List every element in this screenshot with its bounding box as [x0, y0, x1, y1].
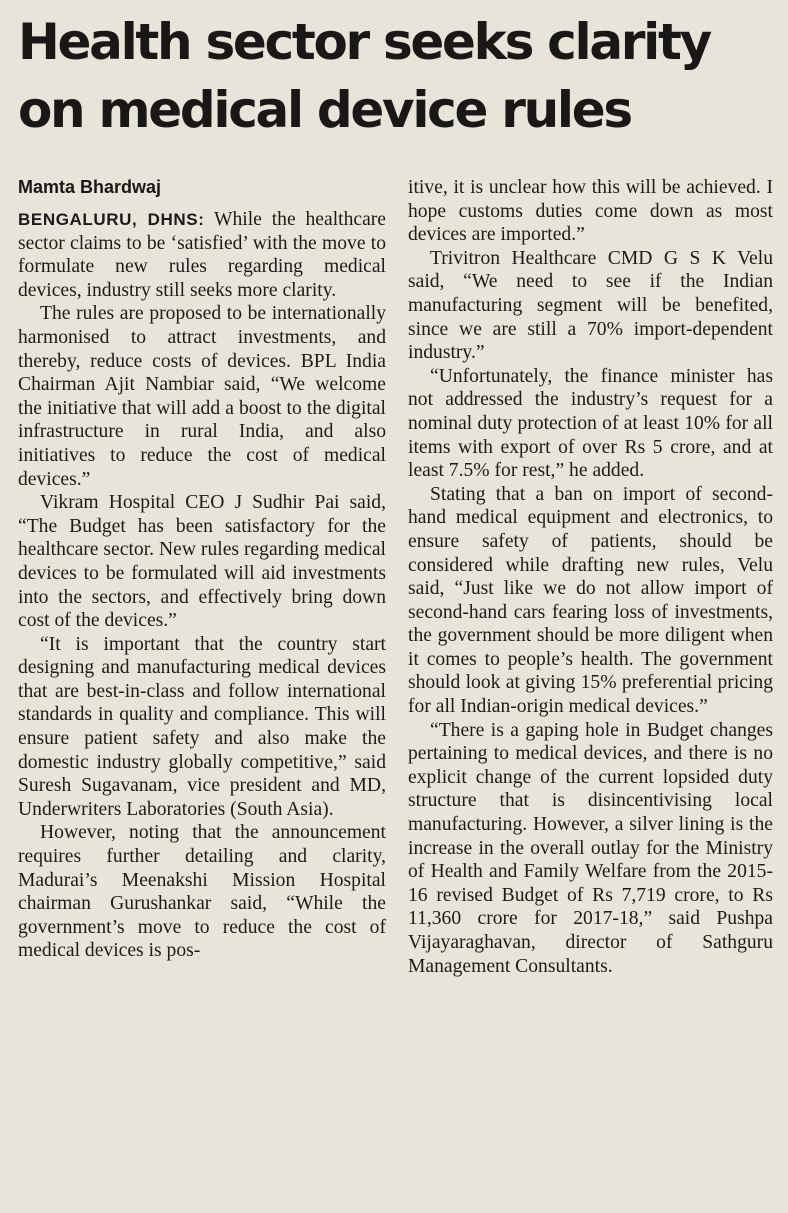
dateline: BENGALURU, DHNS: — [18, 210, 205, 229]
paragraph: Trivitron Healthcare CMD G S K Velu said, “We need to see if the Indian manufacturing segment will be benefited, since we are still a 70% import-dependent industry.” — [408, 247, 773, 364]
paragraph: Stating that a ban on import of second-hand medical equipment and electronics, to ensure safety of patients, should be considered while drafting new rules, Velu said, “Just like we do not allow import of second-hand cars fearing loss of investments, the government should be more diligent when it comes to people’s health. The government should look at giving 15% preferential pricing for all Indian-origin medical devices.” — [408, 483, 773, 718]
headline — [18, 8, 778, 144]
column-left — [18, 176, 386, 963]
paragraph-lead-text: While the healthcare sector claims to be ‘satisfied’ with the move to formulate new rules regarding medical devices, industry still seeks more clarity. — [18, 209, 386, 301]
paragraph: However, noting that the announcement requires further detailing and clarity, Madurai’s Meenakshi Mission Hospital chairman Gurushankar said, “While the government’s move to reduce the cost of medical devices is pos- — [18, 822, 386, 962]
paragraph: Vikram Hospital CEO J Sudhir Pai said, “The Budget has been satisfactory for the healthcare sector. New rules regarding medical devices to be formulated will aid investments into the sectors, and effectively bring down cost of the devices.” — [18, 492, 386, 632]
paragraph: “Unfortunately, the finance minister has not addressed the industry’s request for a nominal duty protection of at least 10% for all items with export of over Rs 5 crore, and at least 7.5% for rest,” he added. — [408, 365, 773, 482]
headline-line-1: Health sector seeks clarity — [18, 13, 710, 71]
paragraph-continued: itive, it is unclear how this will be achieved. I hope customs duties come down as most devices are imported.” — [408, 177, 773, 246]
paragraph: “There is a gaping hole in Budget changes pertaining to medical devices, and there is no explicit change of the current lopsided duty structure that is disincentivising local manufacturing. However, a silver lining is the increase in the overall outlay for the Ministry of Health and Family Welfare from the 2015-16 revised Budget of Rs 7,719 crore, to Rs 11,360 crore for 2017-18,” said Pushpa Vijayaraghavan, director of Sathguru Management Consultants. — [408, 719, 773, 977]
paragraph: The rules are proposed to be internationally harmonised to attract investments, and thereby, reduce costs of devices. BPL India Chairman Ajit Nambiar said, “We welcome the initiative that will add a boost to the digital infrastructure in rural India, and also initiatives to reduce the cost of medical devices.” — [18, 303, 386, 490]
byline: Mamta Bhardwaj — [18, 177, 162, 197]
headline-line-2: on medical device rules — [18, 81, 631, 139]
paragraph: “It is important that the country start designing and manufacturing medical devices that are best-in-class and follow international standards in quality and compliance. This will ensure patient safety and also make the domestic industry globally competitive,” said Suresh Sugavanam, vice president and MD, Underwriters Laboratories (South Asia). — [18, 633, 386, 820]
column-right — [408, 176, 773, 978]
paragraph-lead — [18, 208, 386, 302]
